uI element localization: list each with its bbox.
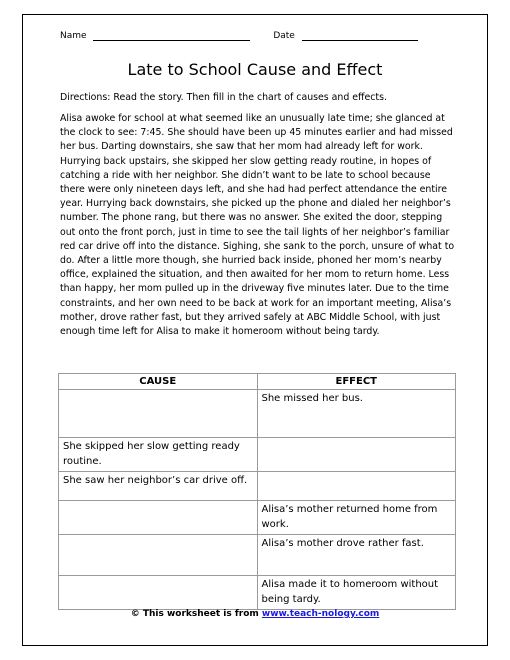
cause-cell[interactable] <box>59 576 258 610</box>
chart-row <box>59 472 456 501</box>
chart-row <box>59 390 456 438</box>
effect-cell[interactable]: Alisa’s mother drove rather fast. <box>257 535 456 576</box>
directions: Directions: Read the story. Then fill in the chart of causes and effects. <box>60 92 387 103</box>
date-label: Date <box>273 31 295 41</box>
footer-credit <box>0 609 510 619</box>
chart-row <box>59 438 456 472</box>
date-blank <box>302 30 418 41</box>
cause-effect-chart <box>58 373 456 610</box>
effect-cell[interactable]: She missed her bus. <box>257 390 456 438</box>
cause-cell[interactable] <box>59 501 258 535</box>
chart-row <box>59 501 456 535</box>
story-paragraph: Alisa awoke for school at what seemed like an unusually late time; she glanced at the clock to see: 7:45. She should have been up 45 minutes earlier and had missed her bus. Darting downstairs, she saw that her mom had already left for work. Hurrying back upstairs, she skipped her slow getting ready routine, in hopes of catching a ride with her neighbor. She didn’t want to be late to school because there were only nineteen days left, and she had had perfect attendance the entire year. Hurrying back downstairs, she picked up the phone and dialed her neighbor’s number. The phone rang, but there was no answer. She exited the door, stepping out onto the front porch, just in time to see the tail lights of her neighbor’s familiar red car drive off into the distance. Sighing, she sank to the porch, unsure of what to do. After a little more though, she hurried back inside, phoned her mom’s nearby office, explained the situation, and then awaited for her mom to return home. Less than happy, her mom pulled up in the driveway five minutes later. Due to the time constraints, and her own need to be back at work for an important meeting, Alisa’s mother, drove rather fast, but they arrived safely at ABC Middle School, with just enough time left for Alisa to make it homeroom without being tardy. <box>60 113 455 338</box>
footer-link[interactable]: www.teach-nology.com <box>261 609 380 619</box>
footer-text: © This worksheet is from <box>130 609 262 619</box>
chart-row <box>59 576 456 610</box>
name-date-line <box>60 30 418 41</box>
effect-cell[interactable] <box>257 438 456 472</box>
effect-cell[interactable] <box>257 472 456 501</box>
name-label: Name <box>60 31 87 41</box>
cause-cell[interactable]: She skipped her slow getting ready routine. <box>59 438 258 472</box>
name-blank <box>93 30 250 41</box>
page-title: Late to School Cause and Effect <box>127 60 383 79</box>
chart-header-row <box>59 374 456 390</box>
cause-cell[interactable] <box>59 535 258 576</box>
effect-cell[interactable]: Alisa made it to homeroom without being tardy. <box>257 576 456 610</box>
effect-cell[interactable]: Alisa’s mother returned home from work. <box>257 501 456 535</box>
cause-column-header: CAUSE <box>59 374 258 390</box>
chart-row <box>59 535 456 576</box>
cause-cell[interactable] <box>59 390 258 438</box>
effect-column-header: EFFECT <box>257 374 456 390</box>
cause-cell[interactable]: She saw her neighbor’s car drive off. <box>59 472 258 501</box>
